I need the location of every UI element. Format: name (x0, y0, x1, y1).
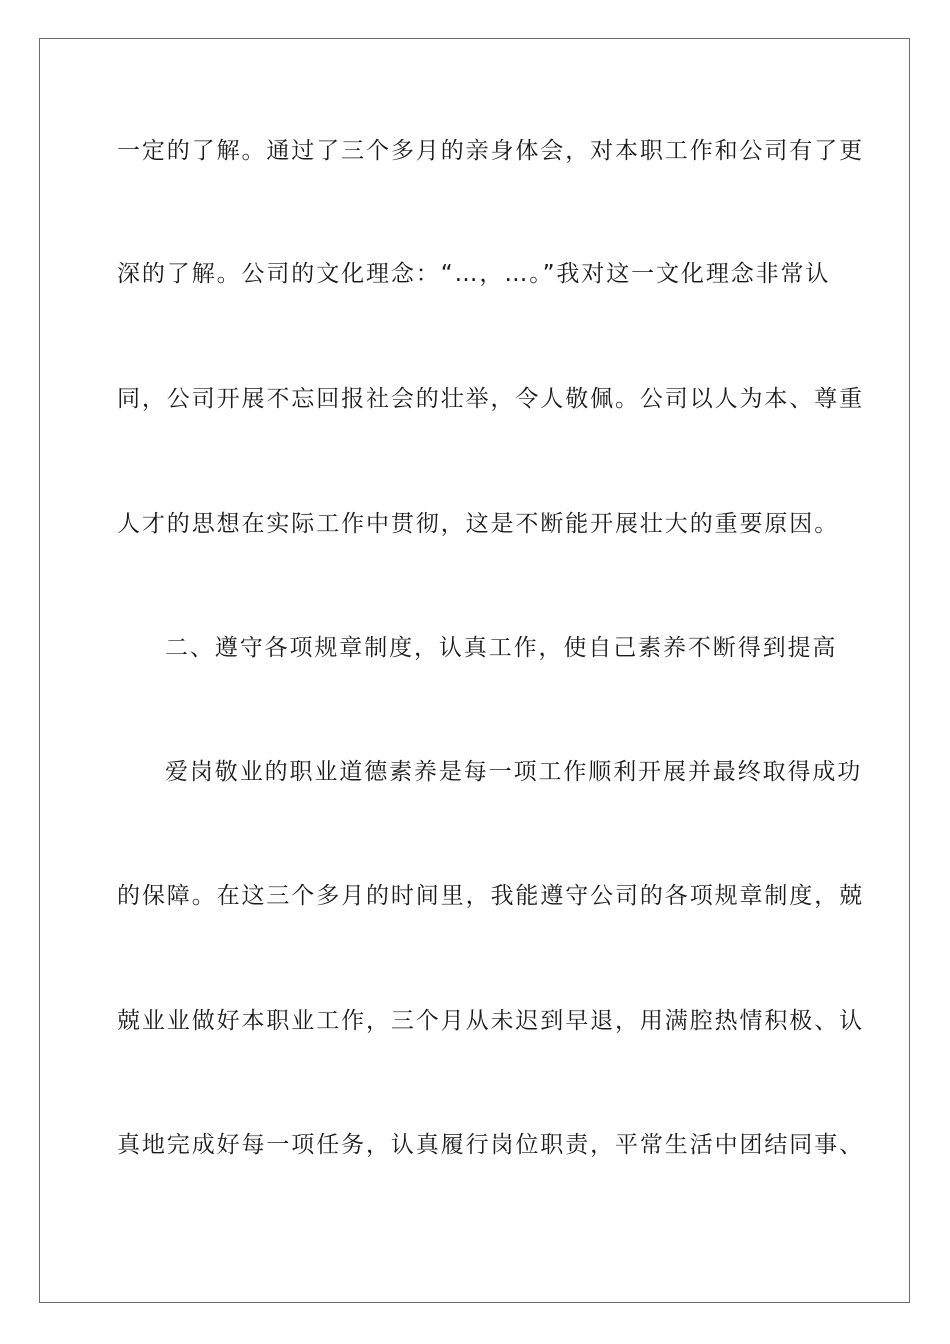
paragraph-line: 人才的思想在实际工作中贯彻，这是不断能开展壮大的重要原因。 (117, 511, 840, 537)
paragraph-line: 兢业业做好本职业工作，三个月从未迟到早退，用满腔热情积极、认 (117, 1008, 864, 1034)
section-heading: 二、遵守各项规章制度，认真工作，使自己素养不断得到提高 (165, 635, 838, 661)
page-border (39, 38, 910, 1303)
paragraph-line: 深的了解。公司的文化理念：“…，…。”我对这一文化理念非常认 (117, 261, 831, 287)
paragraph-line: 真地完成好每一项任务，认真履行岗位职责，平常生活中团结同事、 (117, 1132, 864, 1158)
paragraph-line: 爱岗敬业的职业道德素养是每一项工作顺利开展并最终取得成功 (165, 759, 863, 785)
paragraph-line: 一定的了解。通过了三个多月的亲身体会，对本职工作和公司有了更 (117, 138, 864, 164)
paragraph-line: 的保障。在这三个多月的时间里，我能遵守公司的各项规章制度，兢 (117, 883, 864, 909)
paragraph-line: 同，公司开展不忘回报社会的壮举，令人敬佩。公司以人为本、尊重 (117, 386, 864, 412)
